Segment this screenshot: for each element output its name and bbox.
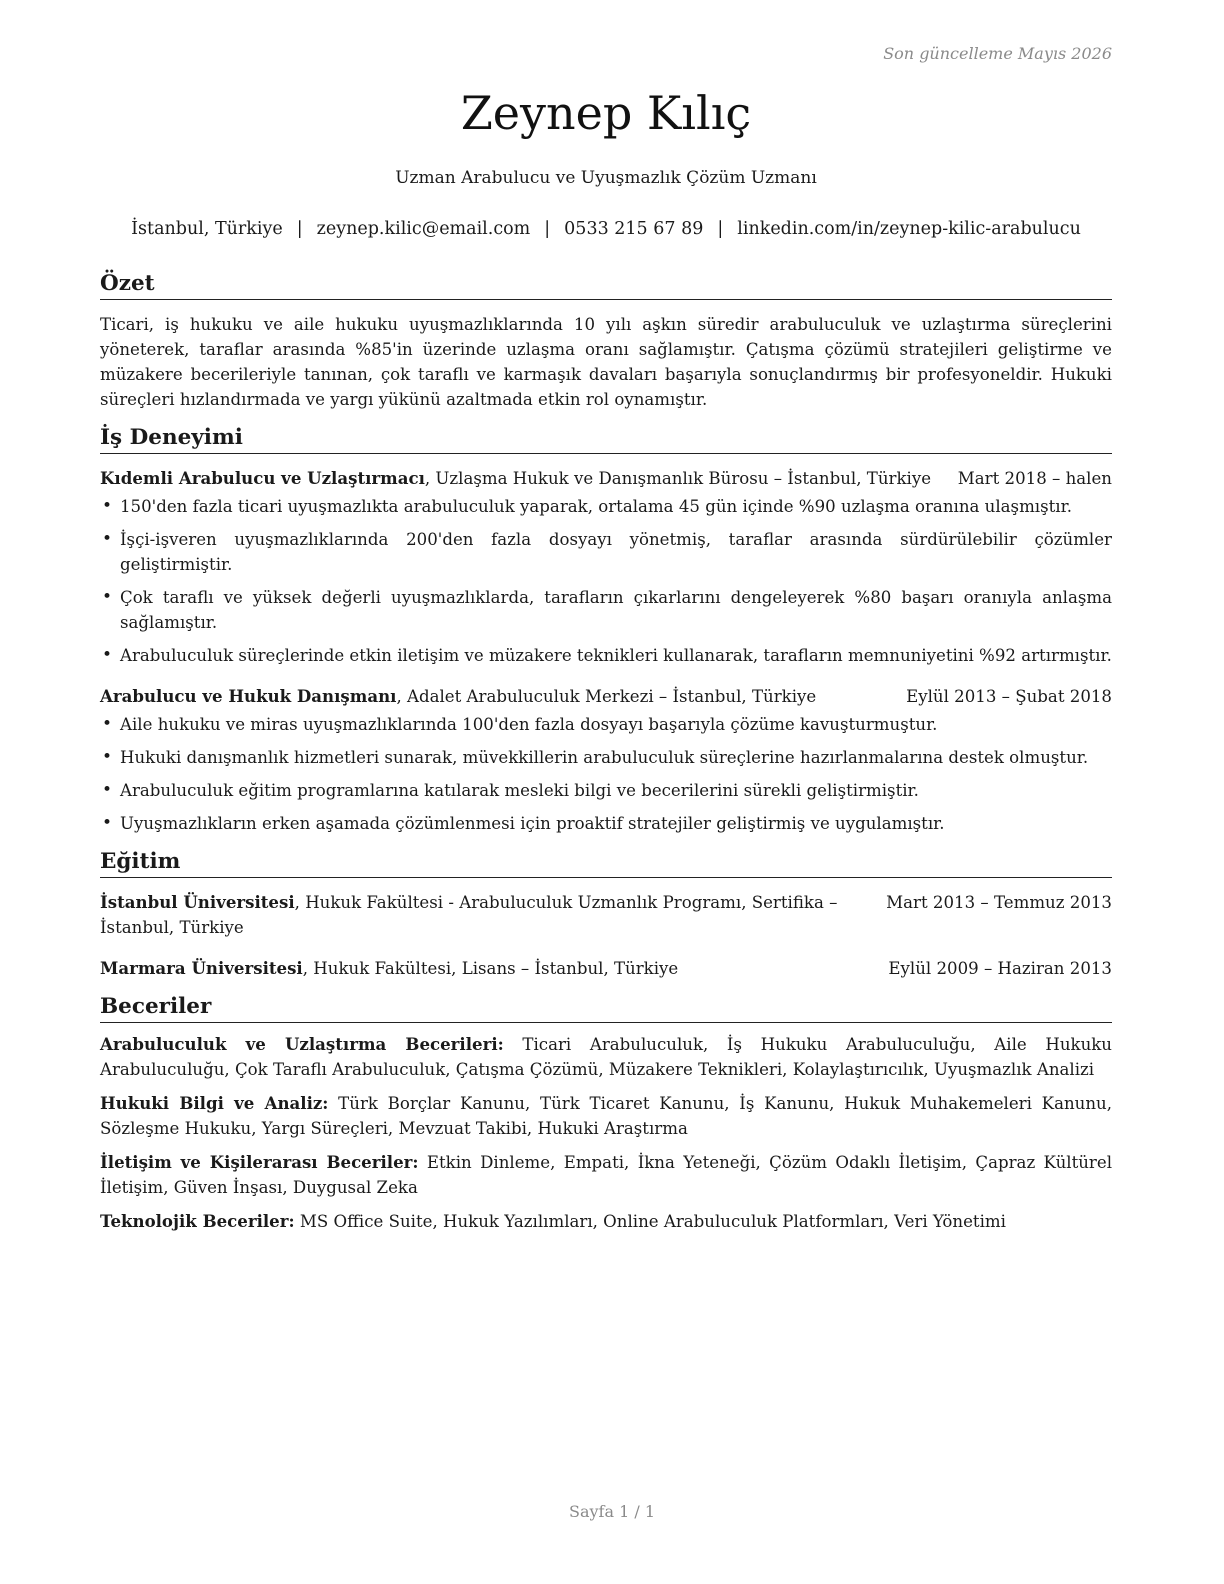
page-number: Sayfa 1 / 1 bbox=[568, 1502, 655, 1521]
summary-text: Ticari, iş hukuku ve aile hukuku uyuşmazlıklarında 10 yılı aşkın süredir arabuluculuk ve uzlaştırma süreçlerini yöneterek, taraflar arasında %85'in üzerinde uzlaşma oranı sağlamıştır. Çatışma çözümü stratejileri geliştirme ve müzakere becerileriyle tanınan, çok taraflı ve karmaşık davaları başarıyla sonuçlandırmış bir profesyoneldir. Hukuki süreçleri hızlandırmada ve yargı yükünü azaltmada etkin rol oynamıştır. bbox=[100, 315, 1112, 409]
job-bullet: • Hukuki danışmanlık hizmetleri sunarak, müvekkillerin arabuluculuk süreçlerine hazırlanmalarına destek olmuştur. bbox=[100, 745, 1112, 770]
job-bullet: • 150'den fazla ticari uyuşmazlıkta arabuluculuk yaparak, ortalama 45 gün içinde %90 uzlaşma oranına ulaşmıştır. bbox=[100, 494, 1112, 519]
skill-group bbox=[100, 1209, 1112, 1234]
job-role: Kıdemli Arabulucu ve Uzlaştırmacı bbox=[100, 468, 425, 488]
job-bullets bbox=[100, 494, 1112, 668]
education-entry bbox=[100, 956, 1112, 981]
section-title-skills: Beceriler bbox=[100, 993, 1112, 1023]
job-bullet: • Çok taraflı ve yüksek değerli uyuşmazlıklarda, tarafların çıkarlarını dengeleyerek %80 başarı oranıyla anlaşma sağlamıştır. bbox=[100, 585, 1112, 635]
job-role-org bbox=[100, 684, 906, 709]
job-header bbox=[100, 466, 1112, 491]
contact-location: İstanbul, Türkiye bbox=[131, 219, 283, 239]
contact-email[interactable]: zeynep.kilic@email.com bbox=[316, 219, 531, 239]
section-title-summary: Özet bbox=[100, 270, 1112, 300]
education-school: Marmara Üniversitesi bbox=[100, 958, 303, 978]
education-dates: Eylül 2009 – Haziran 2013 bbox=[888, 959, 1112, 978]
last-updated: Son güncelleme Mayıs 2026 bbox=[883, 44, 1112, 63]
job-dates: Eylül 2013 – Şubat 2018 bbox=[906, 687, 1112, 706]
education-header bbox=[100, 890, 1112, 940]
skill-label: Hukuki Bilgi ve Analiz: bbox=[100, 1093, 329, 1113]
job-bullets bbox=[100, 712, 1112, 836]
education-detail: , Hukuk Fakültesi - Arabuluculuk Uzmanlık Programı, Sertifika – İstanbul, Türkiye bbox=[100, 893, 838, 937]
job-bullet: • Uyuşmazlıkların erken aşamada çözümlenmesi için proaktif stratejiler geliştirmiş ve uygulamıştır. bbox=[100, 811, 1112, 836]
summary-section bbox=[100, 270, 1112, 412]
contact-separator: | bbox=[544, 219, 551, 239]
job-dates: Mart 2018 – halen bbox=[957, 469, 1112, 488]
education-dates: Mart 2013 – Temmuz 2013 bbox=[886, 893, 1112, 912]
experience-section bbox=[100, 424, 1112, 836]
skills-section bbox=[100, 993, 1112, 1234]
contact-separator: | bbox=[717, 219, 724, 239]
education-school: İstanbul Üniversitesi bbox=[100, 892, 295, 912]
skill-text: Etkin Dinleme, Empati, İkna Yeteneği, Çözüm Odaklı İletişim, Çapraz Kültürel İletişim, Güven İnşası, Duygusal Zeka bbox=[100, 1153, 1112, 1197]
resume-body bbox=[100, 270, 1112, 1234]
job-entry bbox=[100, 466, 1112, 668]
skill-text: Türk Borçlar Kanunu, Türk Ticaret Kanunu, İş Kanunu, Hukuk Muhakemeleri Kanunu, Sözleşme Hukuku, Yargı Süreçleri, Mevzuat Takibi, Hukuki Araştırma bbox=[100, 1094, 1112, 1138]
contact-separator: | bbox=[296, 219, 303, 239]
education-detail: , Hukuk Fakültesi, Lisans – İstanbul, Türkiye bbox=[302, 959, 679, 978]
section-title-education: Eğitim bbox=[100, 848, 1112, 878]
job-org: , Adalet Arabuluculuk Merkezi – İstanbul, Türkiye bbox=[396, 687, 817, 706]
contact-linkedin[interactable]: linkedin.com/in/zeynep-kilic-arabulucu bbox=[737, 219, 1081, 239]
education-entry bbox=[100, 890, 1112, 940]
contact-line bbox=[100, 219, 1112, 239]
job-bullet: • Arabuluculuk eğitim programlarına katılarak mesleki bilgi ve becerilerini sürekli geliştirmiştir. bbox=[100, 778, 1112, 803]
skill-label: Arabuluculuk ve Uzlaştırma Becerileri: bbox=[100, 1034, 504, 1054]
job-bullet: • Arabuluculuk süreçlerinde etkin iletişim ve müzakere teknikleri kullanarak, tarafların memnuniyetini %92 artırmıştır. bbox=[100, 643, 1112, 668]
candidate-name: Zeynep Kılıç bbox=[460, 86, 752, 140]
job-bullet: • İşçi-işveren uyuşmazlıklarında 200'den fazla dosyayı yönetmiş, taraflar arasında sürdürülebilir çözümler geliştirmiştir. bbox=[100, 527, 1112, 577]
skill-group bbox=[100, 1150, 1112, 1200]
skill-text: Ticari Arabuluculuk, İş Hukuku Arabuluculuğu, Aile Hukuku Arabuluculuğu, Çok Taraflı Arabuluculuk, Çatışma Çözümü, Müzakere Teknikleri, Kolaylaştırıcılık, Uyuşmazlık Analizi bbox=[100, 1035, 1112, 1079]
candidate-title: Uzman Arabulucu ve Uyuşmazlık Çözüm Uzmanı bbox=[395, 168, 817, 188]
skill-text: MS Office Suite, Hukuk Yazılımları, Online Arabuluculuk Platformları, Veri Yönetimi bbox=[294, 1212, 1006, 1231]
job-role-org bbox=[100, 466, 958, 491]
education-section bbox=[100, 848, 1112, 981]
job-role: Arabulucu ve Hukuk Danışmanı bbox=[100, 686, 397, 706]
skill-group bbox=[100, 1091, 1112, 1141]
job-header bbox=[100, 684, 1112, 709]
contact-phone[interactable]: 0533 215 67 89 bbox=[564, 219, 704, 239]
job-entry bbox=[100, 684, 1112, 836]
skill-label: İletişim ve Kişilerarası Beceriler: bbox=[100, 1152, 419, 1172]
job-bullet: • Aile hukuku ve miras uyuşmazlıklarında 100'den fazla dosyayı başarıyla çözüme kavuşturmuştur. bbox=[100, 712, 1112, 737]
education-header bbox=[100, 956, 1112, 981]
job-org: , Uzlaşma Hukuk ve Danışmanlık Bürosu – İstanbul, Türkiye bbox=[424, 469, 932, 488]
skill-label: Teknolojik Beceriler: bbox=[100, 1211, 295, 1231]
section-title-experience: İş Deneyimi bbox=[100, 424, 1112, 454]
skill-group bbox=[100, 1032, 1112, 1082]
education-school-detail bbox=[100, 890, 886, 940]
education-school-detail bbox=[100, 956, 888, 981]
